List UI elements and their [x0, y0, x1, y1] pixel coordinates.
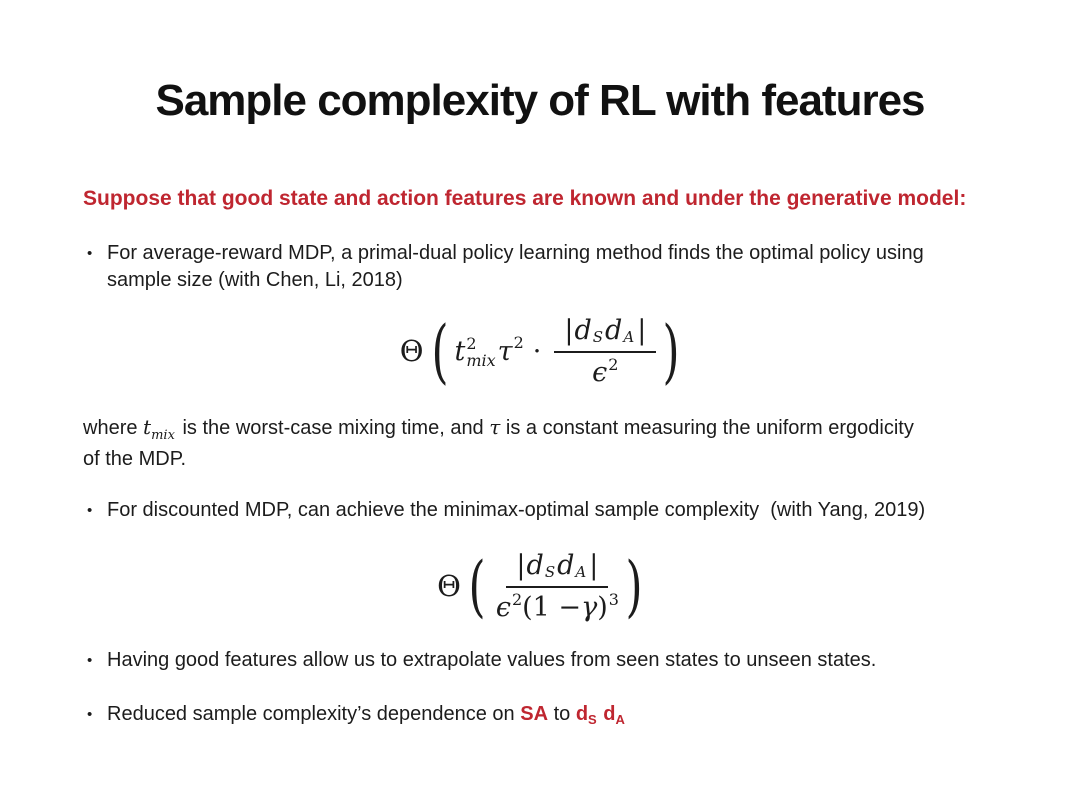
epsilon-symbol: ϵ	[592, 357, 608, 388]
formula-average-reward	[0, 306, 1080, 396]
tau-superscript: 2	[513, 333, 524, 352]
bullet-marker: •	[87, 652, 93, 669]
t-superscript: 2	[466, 334, 477, 354]
where-post: is a constant measuring the uniform ergodicity	[500, 417, 914, 439]
bullet-discounted	[84, 497, 1009, 524]
fraction-numerator	[506, 549, 608, 588]
d-A-subscript: A	[575, 562, 587, 581]
where-mid: is the worst-case mixing time, and	[176, 417, 490, 439]
tau-symbol: τ	[497, 335, 513, 367]
t-mix-inline: t	[143, 415, 152, 439]
abs-bar: |	[637, 315, 647, 347]
bullet-line: For average-reward MDP, a primal-dual policy learning method finds the optimal policy using	[107, 242, 924, 264]
formula-body	[454, 314, 656, 387]
bullet-marker: •	[87, 245, 93, 262]
d-S-subscript: S	[592, 327, 604, 346]
d-S-highlight-subscript: S	[588, 712, 597, 727]
t-mix-scripts	[466, 336, 495, 370]
fraction	[496, 549, 619, 622]
abs-bar: |	[589, 550, 599, 582]
where-paragraph	[83, 413, 1008, 473]
d-S-base: d	[526, 550, 544, 582]
cdot-symbol: ·	[532, 335, 542, 367]
bullet-text	[107, 240, 1009, 294]
d-A-highlight: d	[603, 703, 616, 725]
bullet-extrapolate	[84, 647, 1009, 674]
formula-body	[492, 549, 619, 622]
right-paren: )	[625, 546, 643, 626]
left-paren: (	[430, 310, 449, 392]
fraction-denominator	[496, 588, 619, 623]
gamma-symbol: γ	[581, 592, 598, 623]
bullet4-pre: Reduced sample complexity’s dependence on	[107, 703, 521, 725]
fraction	[554, 314, 656, 387]
d-S-base: d	[574, 315, 592, 347]
cube-superscript: 3	[608, 590, 619, 610]
epsilon-superscript: 2	[511, 590, 523, 610]
theta-symbol: Θ	[437, 568, 461, 603]
emphasis-heading: Suppose that good state and action features are known and under the generative model:	[83, 187, 967, 210]
bullet-text: For discounted MDP, can achieve the minimax-optimal sample complexity (with Yang, 2019)	[107, 499, 926, 521]
one-minus-open: (1 −	[522, 592, 582, 623]
d-S-highlight: d	[575, 703, 589, 725]
right-paren: )	[662, 310, 680, 392]
theta-symbol: Θ	[399, 333, 424, 368]
tau-inline: τ	[489, 415, 501, 439]
formula-discounted	[0, 542, 1080, 630]
bullet-average-reward	[84, 240, 1009, 294]
epsilon-superscript: 2	[608, 355, 619, 375]
bullet-line: sample size (with Chen, Li, 2018)	[107, 269, 403, 291]
d-A-base: d	[605, 315, 623, 347]
bullet-reduced-dependence	[84, 701, 1009, 729]
t-mix-inline-subscript: mix	[151, 428, 175, 443]
abs-bar: |	[516, 550, 526, 582]
sa-highlight: SA	[520, 703, 549, 725]
bullet-text	[107, 701, 1009, 729]
bullet4-mid: to	[548, 703, 576, 725]
fraction-denominator	[592, 353, 618, 388]
epsilon-symbol: ϵ	[495, 592, 511, 623]
abs-bar: |	[564, 315, 574, 347]
bullet-text: Having good features allow us to extrapolate values from seen states to unseen states.	[107, 649, 877, 671]
t-mix-base: t	[454, 335, 466, 367]
bullet-marker: •	[87, 502, 93, 519]
bullet-marker: •	[87, 706, 93, 723]
t-subscript: mix	[466, 351, 496, 370]
d-A-base: d	[557, 550, 575, 582]
d-A-subscript: A	[623, 327, 635, 346]
one-minus-close: )	[597, 592, 608, 623]
left-paren: (	[468, 546, 486, 626]
slide-title: Sample complexity of RL with features	[155, 76, 925, 125]
d-A-highlight-subscript: A	[615, 712, 625, 727]
d-S-subscript: S	[544, 562, 556, 581]
where-line2: of the MDP.	[83, 448, 187, 470]
fraction-numerator	[554, 314, 656, 353]
where-pre: where	[83, 417, 144, 439]
